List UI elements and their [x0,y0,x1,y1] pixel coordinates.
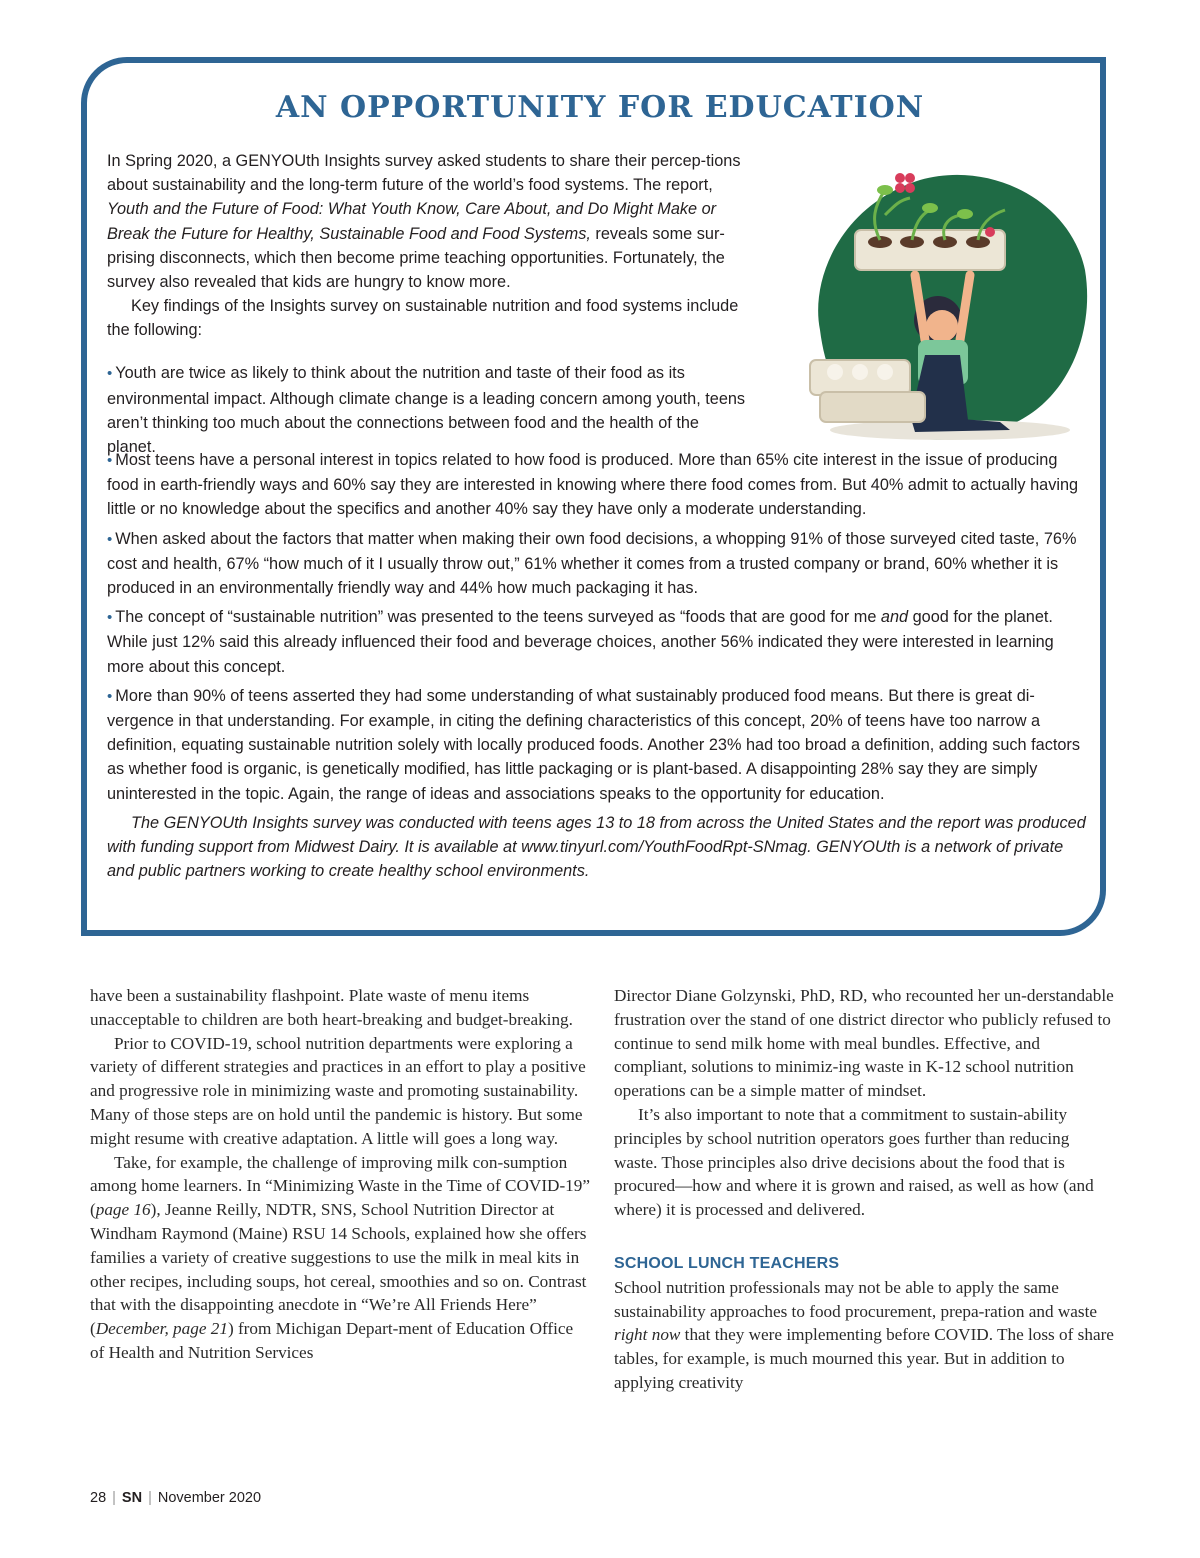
article-column-left [90,984,590,1365]
article-text: ) from Michigan Depart-ment of Education Office of Health and Nutrition Services [90,1319,574,1362]
finding-text: More than 90% of teens asserted they had some understanding of what sustainably produced food means. But there is great di-vergence in that understanding. For example, in citing the defining characteristics of this concept, 20% of teens have too narrow a definition, equating sustainable nutrition solely with locally produced foods. Another 23% had too broad a definition, adding such factors as whether food is organic, is genetically modified, has little packaging or is plant-based. A disappointing 28% say they are simply uninterested in the topic. Again, the range of ideas and associations speaks to the opportunity for education. [107,686,1080,803]
finding-emphasis: and [880,608,909,627]
report-title: Youth and the Future of Food: What Youth Know, Care About, and Do Might Make or Break the Future for Healthy, Sustainable Food and Food Systems, [107,200,717,243]
article-column-right [614,984,1114,1395]
article-text: School nutrition professionals may not be able to apply the same sustainability approaches to food procurement, prepa-ration and waste [614,1277,1097,1321]
bullet-icon: • [107,365,113,383]
issue-date: November 2020 [157,1490,262,1506]
section-subhead: SCHOOL LUNCH TEACHERS [614,1254,840,1272]
article-paragraph: It’s also important to note that a commitment to sustain-ability principles by school nutrition operators goes further than reducing waste. Those principles also drive decisions about the food that is procured—how and where it is grown and raised, as well as how (and where) it is processed and delivered. [614,1104,1094,1220]
intro-paragraph [107,149,747,294]
intro-paragraph-2: Key findings of the Insights survey on sustainable nutrition and food systems include the following: [107,297,739,340]
egg-carton-bottom [820,392,925,422]
article-paragraph: Director Diane Golzynski, PhD, RD, who recounted her un-derstandable frustration over the stand of one district director who publicly refused to continue to send milk home with meal bundles. Effective, and compliant, solutions to minimiz-ing waste in K-12 school nutrition operations can be a simple matter of mindset. [614,986,1114,1101]
article-text: ), Jeanne Reilly, NDTR, SNS, School Nutrition Director at Windham Raymond (Maine) RSU 14 Schools, explained how she offers families a variety of creative suggestions to use the milk in meal kits in other recipes, including soups, hot cereal, smoothies and so on. Contrast that with the disappointing anecdote in “We’re All Friends Here” ( [90,1200,587,1339]
sidebar-findings [107,448,1092,883]
article-paragraph: have been a sustainability flashpoint. Plate waste of menu items unacceptable to children are both heart-breaking and budget-breaking. [90,986,573,1029]
article-text: that they were implementing before COVID. The loss of share tables, for example, is much mourned this year. But in addition to applying creativity [614,1325,1114,1392]
page-footer [90,1490,261,1506]
finding-item-5 [107,684,1092,806]
bullet-icon: • [107,687,113,705]
sidebar-footnote: The GENYOUth Insights survey was conducted with teens ages 13 to 18 from across the United States and the report was produced with funding support from Midwest Dairy. It is available at www.tinyurl.com/YouthFoodRpt-SNmag. GENYOUth is a network of private and public partners working to create healthy school environments. [107,813,1086,881]
sidebar-intro [107,149,747,343]
article-paragraph [614,1276,1114,1395]
page-number: 28 [90,1490,107,1506]
article-emphasis: right now [614,1325,681,1345]
sidebar-title: AN OPPORTUNITY FOR EDUCATION [275,90,925,125]
bullet-icon: • [107,452,113,469]
finding-text: Most teens have a personal interest in topics related to how food is produced. More than 65% cite interest in the issue of producing food in earth-friendly ways and 60% say they are interested in knowing where there food comes from. But 40% admit to actually having little or no knowledge about the specifics and another 40% say they have only a moderate understanding. [107,451,1079,519]
finding-item-4 [107,605,1092,679]
magazine-name: SN [121,1490,143,1506]
teen-face [926,310,958,342]
finding-item-3 [107,527,1092,601]
bullet-icon: • [107,530,113,548]
footer-separator: | [148,1490,152,1506]
teen-holding-seedlings-illustration [800,160,1090,445]
intro-text-cont: reveals some sur-prising disconnects, which then become prime teaching opportunities. Fortunately, the survey also revealed that kids are hungry to know more. [107,224,725,292]
finding-text: When asked about the factors that matter when making their own food decisions, a whopping 91% of those surveyed cited taste, 76% cost and health, 67% “how much of it I usually throw out,” 61% whether it comes from a trusted company or brand, 60% whether it is produced in an environmentally friendly way and 44% how much packaging it has. [107,529,1077,598]
bullet-icon: • [107,609,113,627]
page-reference: page 16 [95,1200,151,1220]
article-paragraph: Prior to COVID-19, school nutrition departments were exploring a variety of different strategies and practices in an effort to play a positive and progressive role in minimizing waste and promoting sustainability. Many of those steps are on hold until the pandemic is history. But some might resume with creative adaptation. A little will goes a long way. [90,1033,586,1148]
finding-text: Youth are twice as likely to think about the nutrition and taste of their food as its environmental impact. Although climate change is a leading concern among youth, teens aren’t thinking too much about the connections between food and the health of the planet. [107,364,746,456]
footer-separator: | [112,1490,116,1506]
intro-text: In Spring 2020, a GENYOUth Insights survey asked students to share their percep-tions about sustainability and the long-term future of the world’s food systems. The report, [107,152,741,195]
page-reference: December, page 21 [95,1319,228,1339]
article-text: Take, for example, the challenge of improving milk con-sumption among home learners. In “Minimizing Waste in the Time of COVID-19” ( [90,1152,590,1220]
article-paragraph [90,1151,590,1365]
finding-item-2 [107,448,1092,522]
finding-text-cont: good for the planet. While just 12% said this already influenced their food and beverage choices, another 56% indicated they were interested in learning more about this concept. [107,608,1054,676]
finding-text: The concept of “sustainable nutrition” was presented to the teens surveyed as “foods that are good for me [115,608,881,627]
